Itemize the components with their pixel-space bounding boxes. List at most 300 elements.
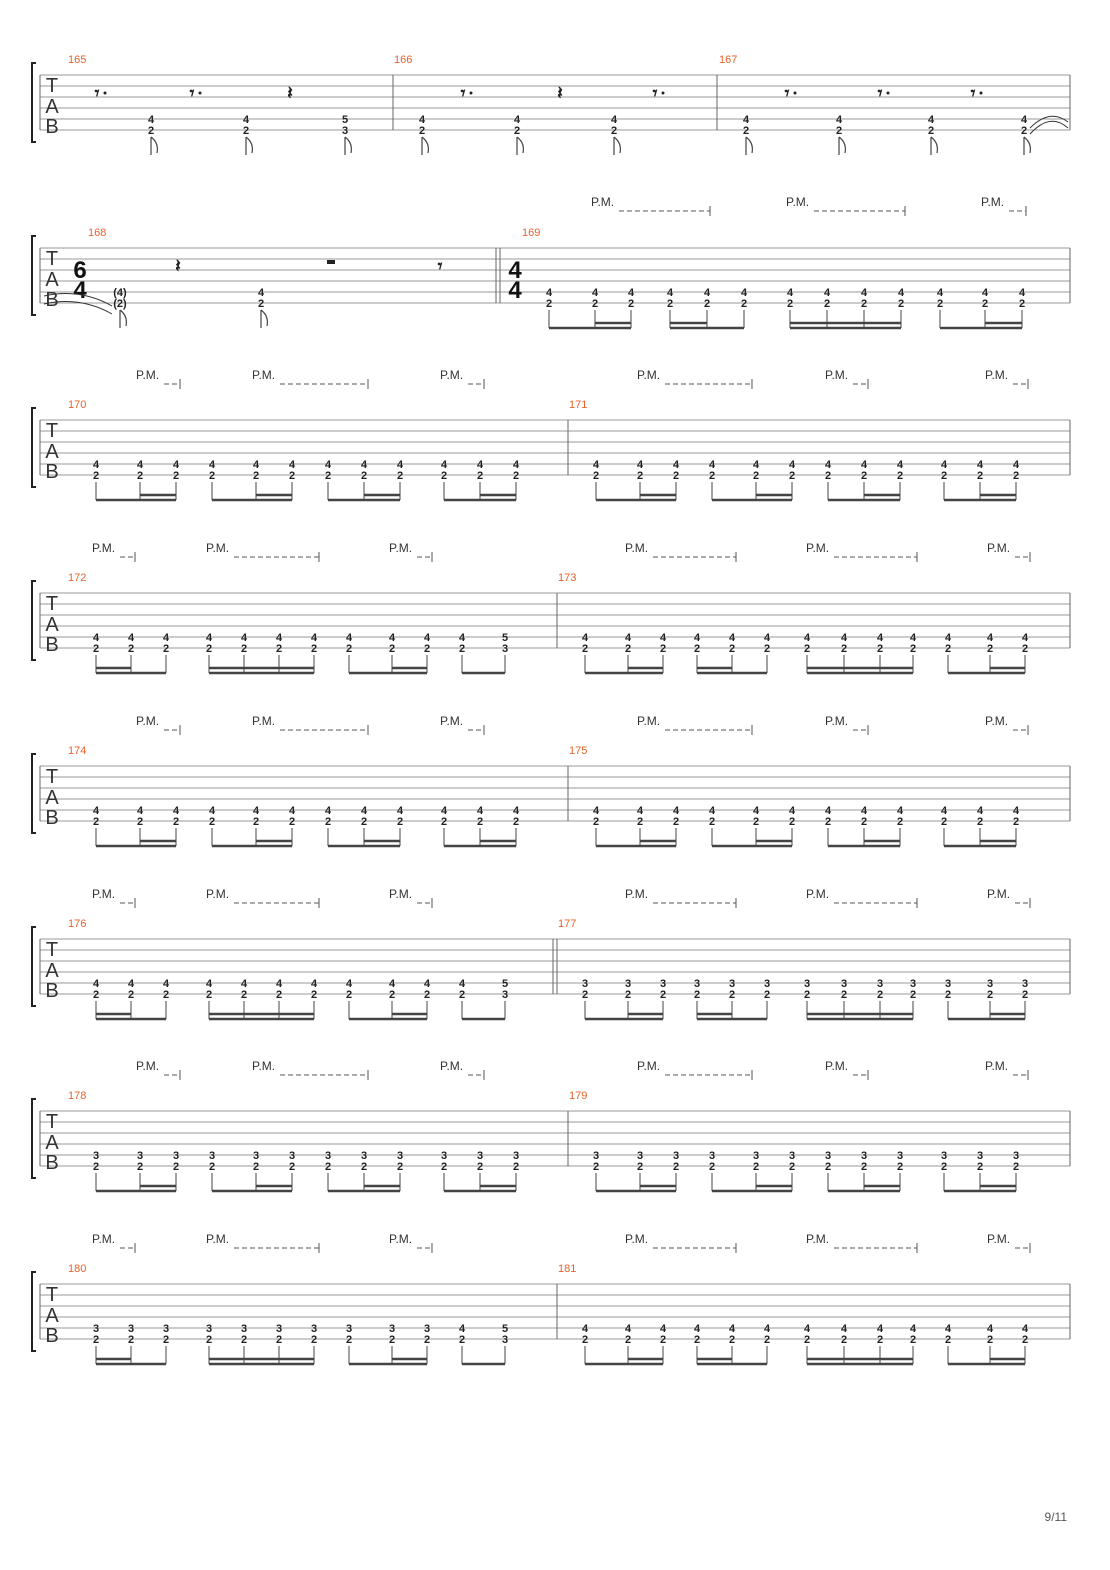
fret-number: 4 [513, 114, 521, 126]
tab-clef-a: A [45, 960, 59, 982]
note-flag [151, 137, 157, 155]
palm-mute-label: P.M. [637, 1059, 661, 1073]
tab-clef-t: T [45, 1284, 59, 1306]
palm-mute-label: P.M. [206, 1232, 230, 1246]
fret-number: 4 [388, 978, 396, 990]
fret-number: 4 [275, 978, 283, 990]
fret-number: 2 [896, 1161, 904, 1173]
fret-number: 2 [823, 298, 831, 310]
fret-number: 2 [1012, 470, 1020, 482]
fret-number: 2 [1018, 298, 1026, 310]
fret-number: 4 [388, 632, 396, 644]
tab-clef-a: A [45, 1132, 59, 1154]
fret-number: 4 [876, 632, 884, 644]
fret-number: 4 [703, 287, 711, 299]
note-flag [839, 137, 845, 155]
fret-number: 3 [396, 1150, 404, 1162]
fret-number: 4 [986, 1323, 994, 1335]
fret-number: 3 [240, 1323, 248, 1335]
palm-mute-label: P.M. [806, 887, 830, 901]
time-signature-top: 6 [73, 257, 87, 284]
fret-number: 2 [824, 816, 832, 828]
eighth-rest: 𝄾 [784, 83, 790, 103]
fret-number: 2 [205, 989, 213, 1001]
fret-number: 4 [345, 978, 353, 990]
fret-number: 2 [396, 470, 404, 482]
fret-number: 2 [803, 643, 811, 655]
tab-clef-a: A [45, 1305, 59, 1327]
fret-number: 3 [127, 1323, 135, 1335]
fret-number: 2 [205, 643, 213, 655]
fret-number: 3 [440, 1150, 448, 1162]
fret-number: 2 [162, 643, 170, 655]
fret-number: 3 [1021, 978, 1029, 990]
fret-number: 4 [803, 1323, 811, 1335]
fret-number: 3 [92, 1323, 100, 1335]
palm-mute-label: P.M. [786, 195, 810, 209]
fret-number: 2 [936, 298, 944, 310]
palm-mute-label: P.M. [136, 714, 160, 728]
rest-dot [199, 92, 202, 95]
fret-number: 2 [423, 989, 431, 1001]
system-bracket [32, 754, 36, 833]
fret-number: 4 [252, 459, 260, 471]
fret-number: 3 [860, 1150, 868, 1162]
fret-number: 2 [310, 1334, 318, 1346]
fret-number: 2 [1021, 643, 1029, 655]
fret-number: 2 [324, 816, 332, 828]
tab-clef-b: B [45, 807, 59, 829]
fret-number: 4 [1012, 805, 1020, 817]
fret-number: 4 [1018, 287, 1026, 299]
fret-number: 4 [835, 114, 843, 126]
note-flag [120, 310, 126, 328]
tab-clef-b: B [45, 980, 59, 1002]
fret-number: 2 [672, 470, 680, 482]
fret-number: 4 [476, 459, 484, 471]
palm-mute-label: P.M. [985, 1059, 1009, 1073]
fret-number: 2 [581, 989, 589, 1001]
fret-number: 4 [860, 287, 868, 299]
fret-number: 3 [208, 1150, 216, 1162]
palm-mute-label: P.M. [987, 887, 1011, 901]
fret-number: 4 [324, 459, 332, 471]
fret-number: 4 [752, 805, 760, 817]
palm-mute-label: P.M. [806, 541, 830, 555]
fret-number: 2 [388, 1334, 396, 1346]
fret-number: 3 [310, 1323, 318, 1335]
tab-clef-t: T [45, 939, 59, 961]
fret-number: 2 [636, 470, 644, 482]
fret-number: 2 [162, 1334, 170, 1346]
fret-number: 4 [728, 1323, 736, 1335]
measure-number: 168 [88, 227, 107, 239]
fret-number: 4 [275, 632, 283, 644]
note-flag [931, 137, 937, 155]
fret-number: 2 [752, 816, 760, 828]
fret-number: 4 [92, 632, 100, 644]
fret-number: 4 [240, 978, 248, 990]
fret-number: 2 [1021, 1334, 1029, 1346]
fret-number: 4 [1021, 1323, 1029, 1335]
system-bracket [32, 408, 36, 487]
fret-number: 2 [423, 643, 431, 655]
fret-number: 3 [986, 978, 994, 990]
fret-number: 4 [672, 805, 680, 817]
fret-number: 2 [763, 989, 771, 1001]
fret-number: 4 [788, 459, 796, 471]
palm-mute-label: P.M. [987, 541, 1011, 555]
fret-number: 3 [788, 1150, 796, 1162]
fret-number: 2 [252, 470, 260, 482]
fret-number: 4 [786, 287, 794, 299]
time-signature-top: 4 [508, 257, 522, 284]
fret-number: 4 [896, 459, 904, 471]
palm-mute-label: P.M. [136, 1059, 160, 1073]
fret-number: 3 [162, 1323, 170, 1335]
fret-number: 4 [740, 287, 748, 299]
fret-number: 2 [708, 1161, 716, 1173]
fret-number: 4 [944, 1323, 952, 1335]
palm-mute-label: P.M. [440, 714, 464, 728]
palm-mute-label: P.M. [92, 887, 116, 901]
fret-number: 2 [396, 816, 404, 828]
fret-number: 2 [592, 1161, 600, 1173]
measure-number: 170 [68, 399, 87, 411]
fret-number: 2 [897, 298, 905, 310]
fret-number: 2 [208, 1161, 216, 1173]
fret-number: 2 [388, 989, 396, 1001]
fret-number: 2 [172, 1161, 180, 1173]
rest-dot [887, 92, 890, 95]
fret-number: 2 [396, 1161, 404, 1173]
tab-clef-a: A [45, 614, 59, 636]
fret-number: 3 [824, 1150, 832, 1162]
fret-number: 3 [341, 125, 349, 137]
fret-number: 2 [788, 470, 796, 482]
fret-number: 2 [944, 643, 952, 655]
fret-number: 4 [909, 632, 917, 644]
fret-number: 5 [341, 114, 349, 126]
system-bracket [32, 236, 36, 315]
fret-number: 4 [693, 1323, 701, 1335]
fret-number: 2 [659, 1334, 667, 1346]
tab-clef-a: A [45, 96, 59, 118]
fret-number: 2 [636, 1161, 644, 1173]
fret-number: 2 [324, 470, 332, 482]
fret-number: 4 [252, 805, 260, 817]
fret-number: 3 [624, 978, 632, 990]
tab-clef-t: T [45, 248, 59, 270]
fret-number: 3 [636, 1150, 644, 1162]
fret-number: 3 [501, 643, 509, 655]
palm-mute-label: P.M. [637, 368, 661, 382]
tab-clef-b: B [45, 634, 59, 656]
fret-number: 3 [205, 1323, 213, 1335]
palm-mute-label: P.M. [389, 541, 413, 555]
fret-number: 4 [476, 805, 484, 817]
fret-number: 2 [440, 1161, 448, 1173]
measure-number: 174 [68, 745, 87, 757]
fret-number: 4 [92, 805, 100, 817]
fret-number: 4 [824, 459, 832, 471]
fret-number: 2 [1012, 816, 1020, 828]
fret-number: 4 [205, 978, 213, 990]
fret-number: (2) [113, 298, 127, 310]
fret-number: 2 [92, 470, 100, 482]
fret-number: 4 [1020, 114, 1028, 126]
measure-number: 171 [569, 399, 588, 411]
fret-number: 3 [476, 1150, 484, 1162]
fret-number: 2 [752, 470, 760, 482]
palm-mute-label: P.M. [637, 714, 661, 728]
fret-number: 2 [440, 470, 448, 482]
fret-number: 2 [512, 816, 520, 828]
fret-number: 2 [324, 1161, 332, 1173]
fret-number: 5 [501, 978, 509, 990]
palm-mute-label: P.M. [625, 1232, 649, 1246]
fret-number: 3 [976, 1150, 984, 1162]
fret-number: 2 [92, 1334, 100, 1346]
eighth-rest: 𝄾 [970, 83, 976, 103]
note-flag [261, 310, 267, 328]
fret-number: 3 [940, 1150, 948, 1162]
rest-dot [662, 92, 665, 95]
palm-mute-label: P.M. [825, 714, 849, 728]
fret-number: 2 [136, 1161, 144, 1173]
fret-number: 4 [636, 459, 644, 471]
fret-number: 4 [360, 805, 368, 817]
fret-number: 4 [360, 459, 368, 471]
fret-number: 2 [976, 1161, 984, 1173]
rest-dot [980, 92, 983, 95]
fret-number: 4 [127, 978, 135, 990]
fret-number: 4 [440, 805, 448, 817]
fret-number: 2 [981, 298, 989, 310]
fret-number: 2 [944, 989, 952, 1001]
fret-number: 4 [458, 1323, 466, 1335]
fret-number: 4 [423, 632, 431, 644]
fret-number: 4 [136, 459, 144, 471]
fret-number: 4 [672, 459, 680, 471]
fret-number: 4 [763, 1323, 771, 1335]
fret-number: 2 [944, 1334, 952, 1346]
fret-number: 2 [512, 1161, 520, 1173]
fret-number: 4 [512, 805, 520, 817]
fret-number: 2 [162, 989, 170, 1001]
fret-number: 3 [728, 978, 736, 990]
fret-number: 2 [592, 470, 600, 482]
fret-number: 4 [788, 805, 796, 817]
fret-number: 2 [788, 1161, 796, 1173]
fret-number: 2 [275, 643, 283, 655]
eighth-rest: 𝄾 [877, 83, 883, 103]
fret-number: 4 [92, 459, 100, 471]
fret-number: 3 [1012, 1150, 1020, 1162]
fret-number: 2 [240, 1334, 248, 1346]
fret-number: 2 [659, 643, 667, 655]
fret-number: 2 [345, 989, 353, 1001]
fret-number: 4 [940, 459, 948, 471]
fret-number: 5 [501, 632, 509, 644]
fret-number: 3 [388, 1323, 396, 1335]
system-bracket [32, 1272, 36, 1351]
fret-number: 2 [896, 470, 904, 482]
fret-number: 2 [659, 989, 667, 1001]
fret-number: 4 [624, 632, 632, 644]
measure-number: 181 [558, 1263, 577, 1275]
fret-number: 4 [458, 978, 466, 990]
fret-number: 3 [360, 1150, 368, 1162]
palm-mute-label: P.M. [625, 541, 649, 555]
page-number: 9/11 [1044, 1510, 1067, 1524]
fret-number: 2 [666, 298, 674, 310]
time-signature-bottom: 4 [73, 277, 87, 304]
fret-number: 3 [659, 978, 667, 990]
fret-number: 4 [708, 805, 716, 817]
fret-number: 2 [208, 816, 216, 828]
fret-number: 4 [147, 114, 155, 126]
measure-number: 166 [394, 54, 413, 66]
tab-clef-b: B [45, 116, 59, 138]
fret-number: 2 [388, 643, 396, 655]
fret-number: 2 [92, 989, 100, 1001]
fret-number: 2 [708, 470, 716, 482]
fret-number: 2 [458, 1334, 466, 1346]
fret-number: 2 [242, 125, 250, 137]
time-signature-bottom: 4 [508, 277, 522, 304]
fret-number: 4 [742, 114, 750, 126]
fret-number: 2 [512, 470, 520, 482]
fret-number: 2 [136, 816, 144, 828]
fret-number: 4 [418, 114, 426, 126]
fret-number: 4 [310, 978, 318, 990]
fret-number: 2 [288, 470, 296, 482]
fret-number: 3 [275, 1323, 283, 1335]
fret-number: 2 [940, 1161, 948, 1173]
fret-number: 3 [345, 1323, 353, 1335]
fret-number: 4 [860, 805, 868, 817]
fret-number: 2 [742, 125, 750, 137]
fret-number: 5 [501, 1323, 509, 1335]
palm-mute-label: P.M. [136, 368, 160, 382]
eighth-rest: 𝄾 [189, 83, 195, 103]
fret-number: 4 [976, 459, 984, 471]
palm-mute-label: P.M. [981, 195, 1005, 209]
fret-number: 4 [396, 805, 404, 817]
eighth-rest: 𝄾 [460, 83, 466, 103]
measure-number: 176 [68, 918, 87, 930]
palm-mute-label: P.M. [985, 368, 1009, 382]
fret-number: 2 [92, 1161, 100, 1173]
fret-number: 4 [940, 805, 948, 817]
fret-number: 4 [440, 459, 448, 471]
fret-number: 2 [986, 643, 994, 655]
fret-number: 2 [136, 470, 144, 482]
fret-number: 2 [345, 643, 353, 655]
eighth-rest: 𝄾 [652, 83, 658, 103]
fret-number: 2 [752, 1161, 760, 1173]
fret-number: 2 [728, 643, 736, 655]
fret-number: 4 [423, 978, 431, 990]
palm-mute-label: P.M. [985, 714, 1009, 728]
fret-number: 2 [909, 1334, 917, 1346]
fret-number: 2 [860, 816, 868, 828]
fret-number: 2 [824, 1161, 832, 1173]
tab-clef-a: A [45, 269, 59, 291]
fret-number: 2 [127, 643, 135, 655]
fret-number: 2 [476, 1161, 484, 1173]
fret-number: 4 [242, 114, 250, 126]
measure-number: 165 [68, 54, 87, 66]
fret-number: 2 [976, 470, 984, 482]
fret-number: 2 [360, 1161, 368, 1173]
fret-number: 4 [545, 287, 553, 299]
fret-number: 4 [136, 805, 144, 817]
fret-number: 4 [803, 632, 811, 644]
measure-number: 179 [569, 1090, 588, 1102]
rest-dot [470, 92, 473, 95]
fret-number: 2 [240, 989, 248, 1001]
fret-number: 4 [288, 805, 296, 817]
fret-number: 2 [940, 470, 948, 482]
fret-number: 3 [512, 1150, 520, 1162]
fret-number: 2 [860, 298, 868, 310]
fret-number: 4 [208, 805, 216, 817]
tab-clef-t: T [45, 593, 59, 615]
note-flag [422, 137, 428, 155]
fret-number: 2 [693, 1334, 701, 1346]
quarter-rest: 𝄽 [175, 256, 181, 276]
fret-number: 2 [740, 298, 748, 310]
fret-number: 2 [1020, 125, 1028, 137]
half-rest [327, 260, 335, 264]
fret-number: 2 [927, 125, 935, 137]
fret-number: 2 [728, 1334, 736, 1346]
fret-number: 4 [92, 978, 100, 990]
measure-number: 175 [569, 745, 588, 757]
fret-number: 2 [786, 298, 794, 310]
fret-number: 3 [324, 1150, 332, 1162]
fret-number: 2 [147, 125, 155, 137]
fret-number: 4 [927, 114, 935, 126]
fret-number: 2 [835, 125, 843, 137]
eighth-rest: 𝄾 [94, 83, 100, 103]
fret-number: 2 [763, 643, 771, 655]
fret-number: 2 [909, 643, 917, 655]
fret-number: 2 [208, 470, 216, 482]
fret-number: 2 [840, 643, 848, 655]
fret-number: 3 [136, 1150, 144, 1162]
fret-number: 2 [275, 1334, 283, 1346]
measure-number: 180 [68, 1263, 87, 1275]
fret-number: 4 [162, 978, 170, 990]
fret-number: 2 [252, 816, 260, 828]
fret-number: 2 [624, 989, 632, 1001]
palm-mute-label: P.M. [389, 1232, 413, 1246]
fret-number: 4 [324, 805, 332, 817]
fret-number: 4 [824, 805, 832, 817]
fret-number: 2 [172, 470, 180, 482]
fret-number: (4) [113, 287, 127, 299]
fret-number: 4 [840, 1323, 848, 1335]
fret-number: 2 [127, 1334, 135, 1346]
tab-clef-a: A [45, 441, 59, 463]
palm-mute-label: P.M. [825, 368, 849, 382]
note-flag [746, 137, 752, 155]
fret-number: 2 [693, 989, 701, 1001]
rest-dot [104, 92, 107, 95]
